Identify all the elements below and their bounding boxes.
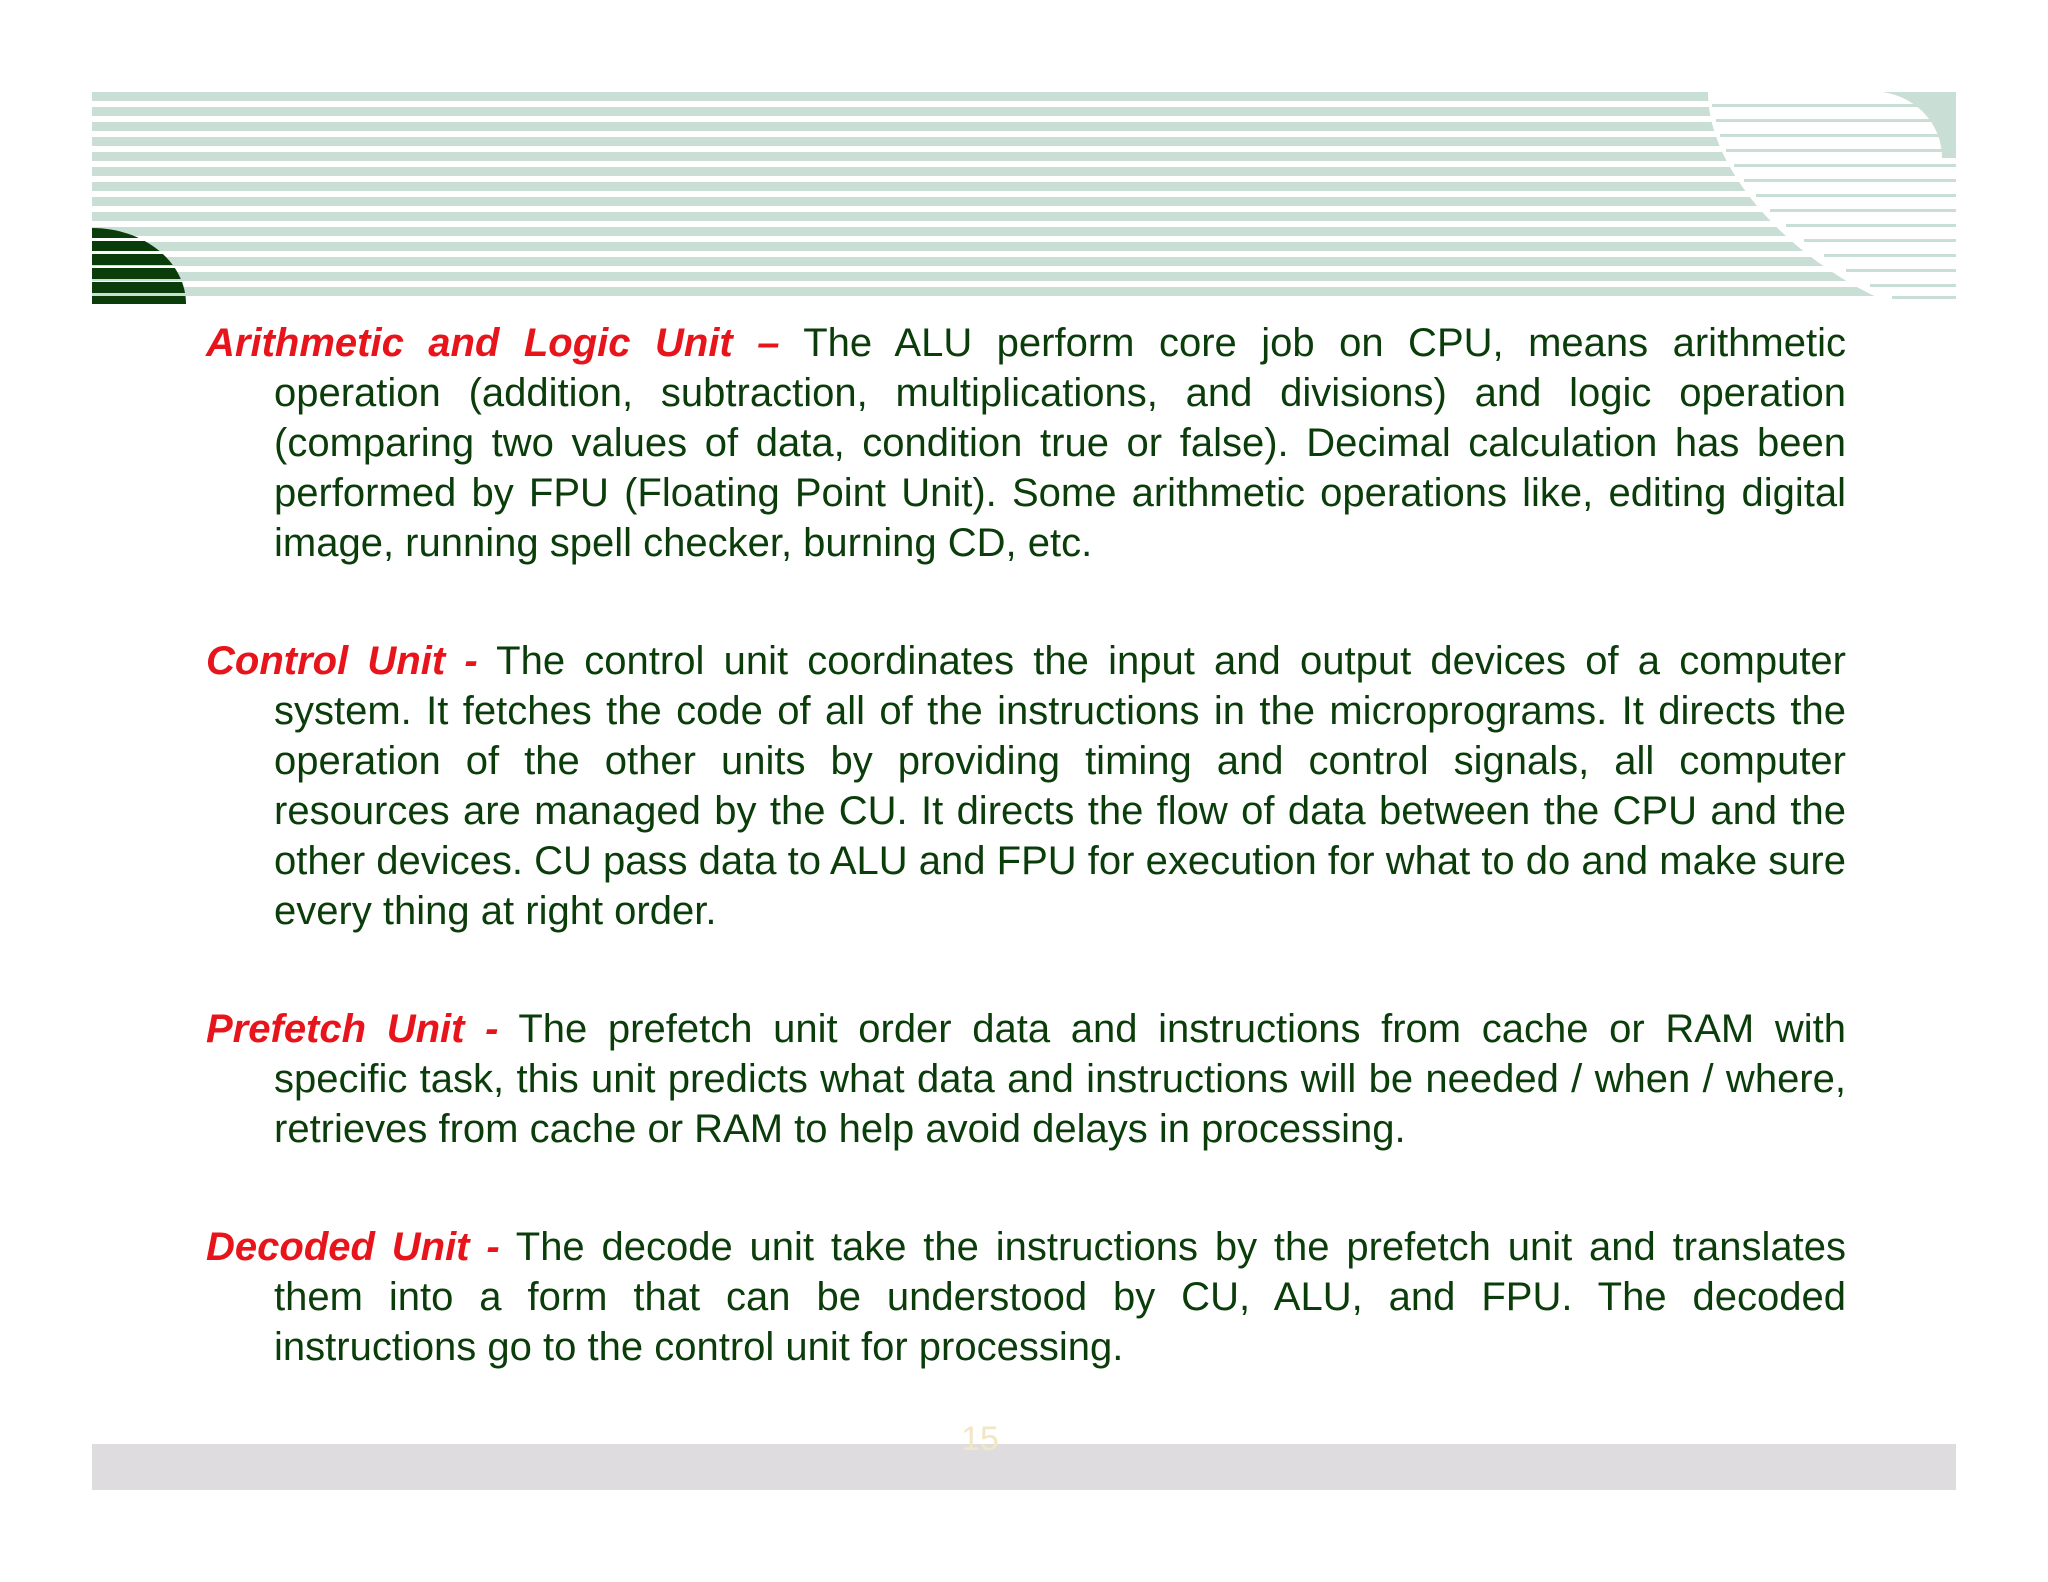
paragraph-text: The decode unit take the instructions by the prefetch unit and translates them into a form that can be understood by CU, ALU, and FPU. The decoded instructions go to the control unit for processing. [274, 1225, 1846, 1369]
paragraph-text: The prefetch unit order data and instructions from cache or RAM with specific task, this unit predicts what data and instructions will be needed / when / where, retrieves from cache or RAM to help avoid delays in processing. [274, 1007, 1847, 1151]
footer-bar [92, 1444, 1956, 1490]
term-label: Control Unit - [206, 639, 478, 683]
term-label: Decoded Unit - [206, 1225, 500, 1269]
page-number: 15 [961, 1420, 999, 1458]
stripe-decoration-icon [92, 92, 1956, 304]
slide-body [206, 318, 1846, 1440]
dark-semicircle-icon [92, 228, 186, 304]
paragraph-alu [206, 318, 1846, 568]
paragraph-prefetch-unit [206, 1004, 1846, 1154]
header-stripe-band [92, 92, 1956, 304]
term-label: Prefetch Unit - [206, 1007, 499, 1051]
term-label: Arithmetic and Logic Unit – [206, 321, 780, 365]
paragraph-decoded-unit [206, 1222, 1846, 1372]
paragraph-text: The ALU perform core job on CPU, means arithmetic operation (addition, subtraction, multiplications, and divisions) and logic operation (comparing two values of data, condition true or false). Decimal calculation has been performed by FPU (Floating Point Unit). Some arithmetic operations like, editing digital image, running spell checker, burning CD, etc. [274, 321, 1846, 565]
paragraph-text: The control unit coordinates the input and output devices of a computer system. It fetches the code of all of the instructions in the microprograms. It directs the operation of the other units by providing timing and control signals, all computer resources are managed by the CU. It directs the flow of data between the CPU and the other devices. CU pass data to ALU and FPU for execution for what to do and make sure every thing at right order. [274, 639, 1846, 933]
paragraph-control-unit [206, 636, 1846, 936]
